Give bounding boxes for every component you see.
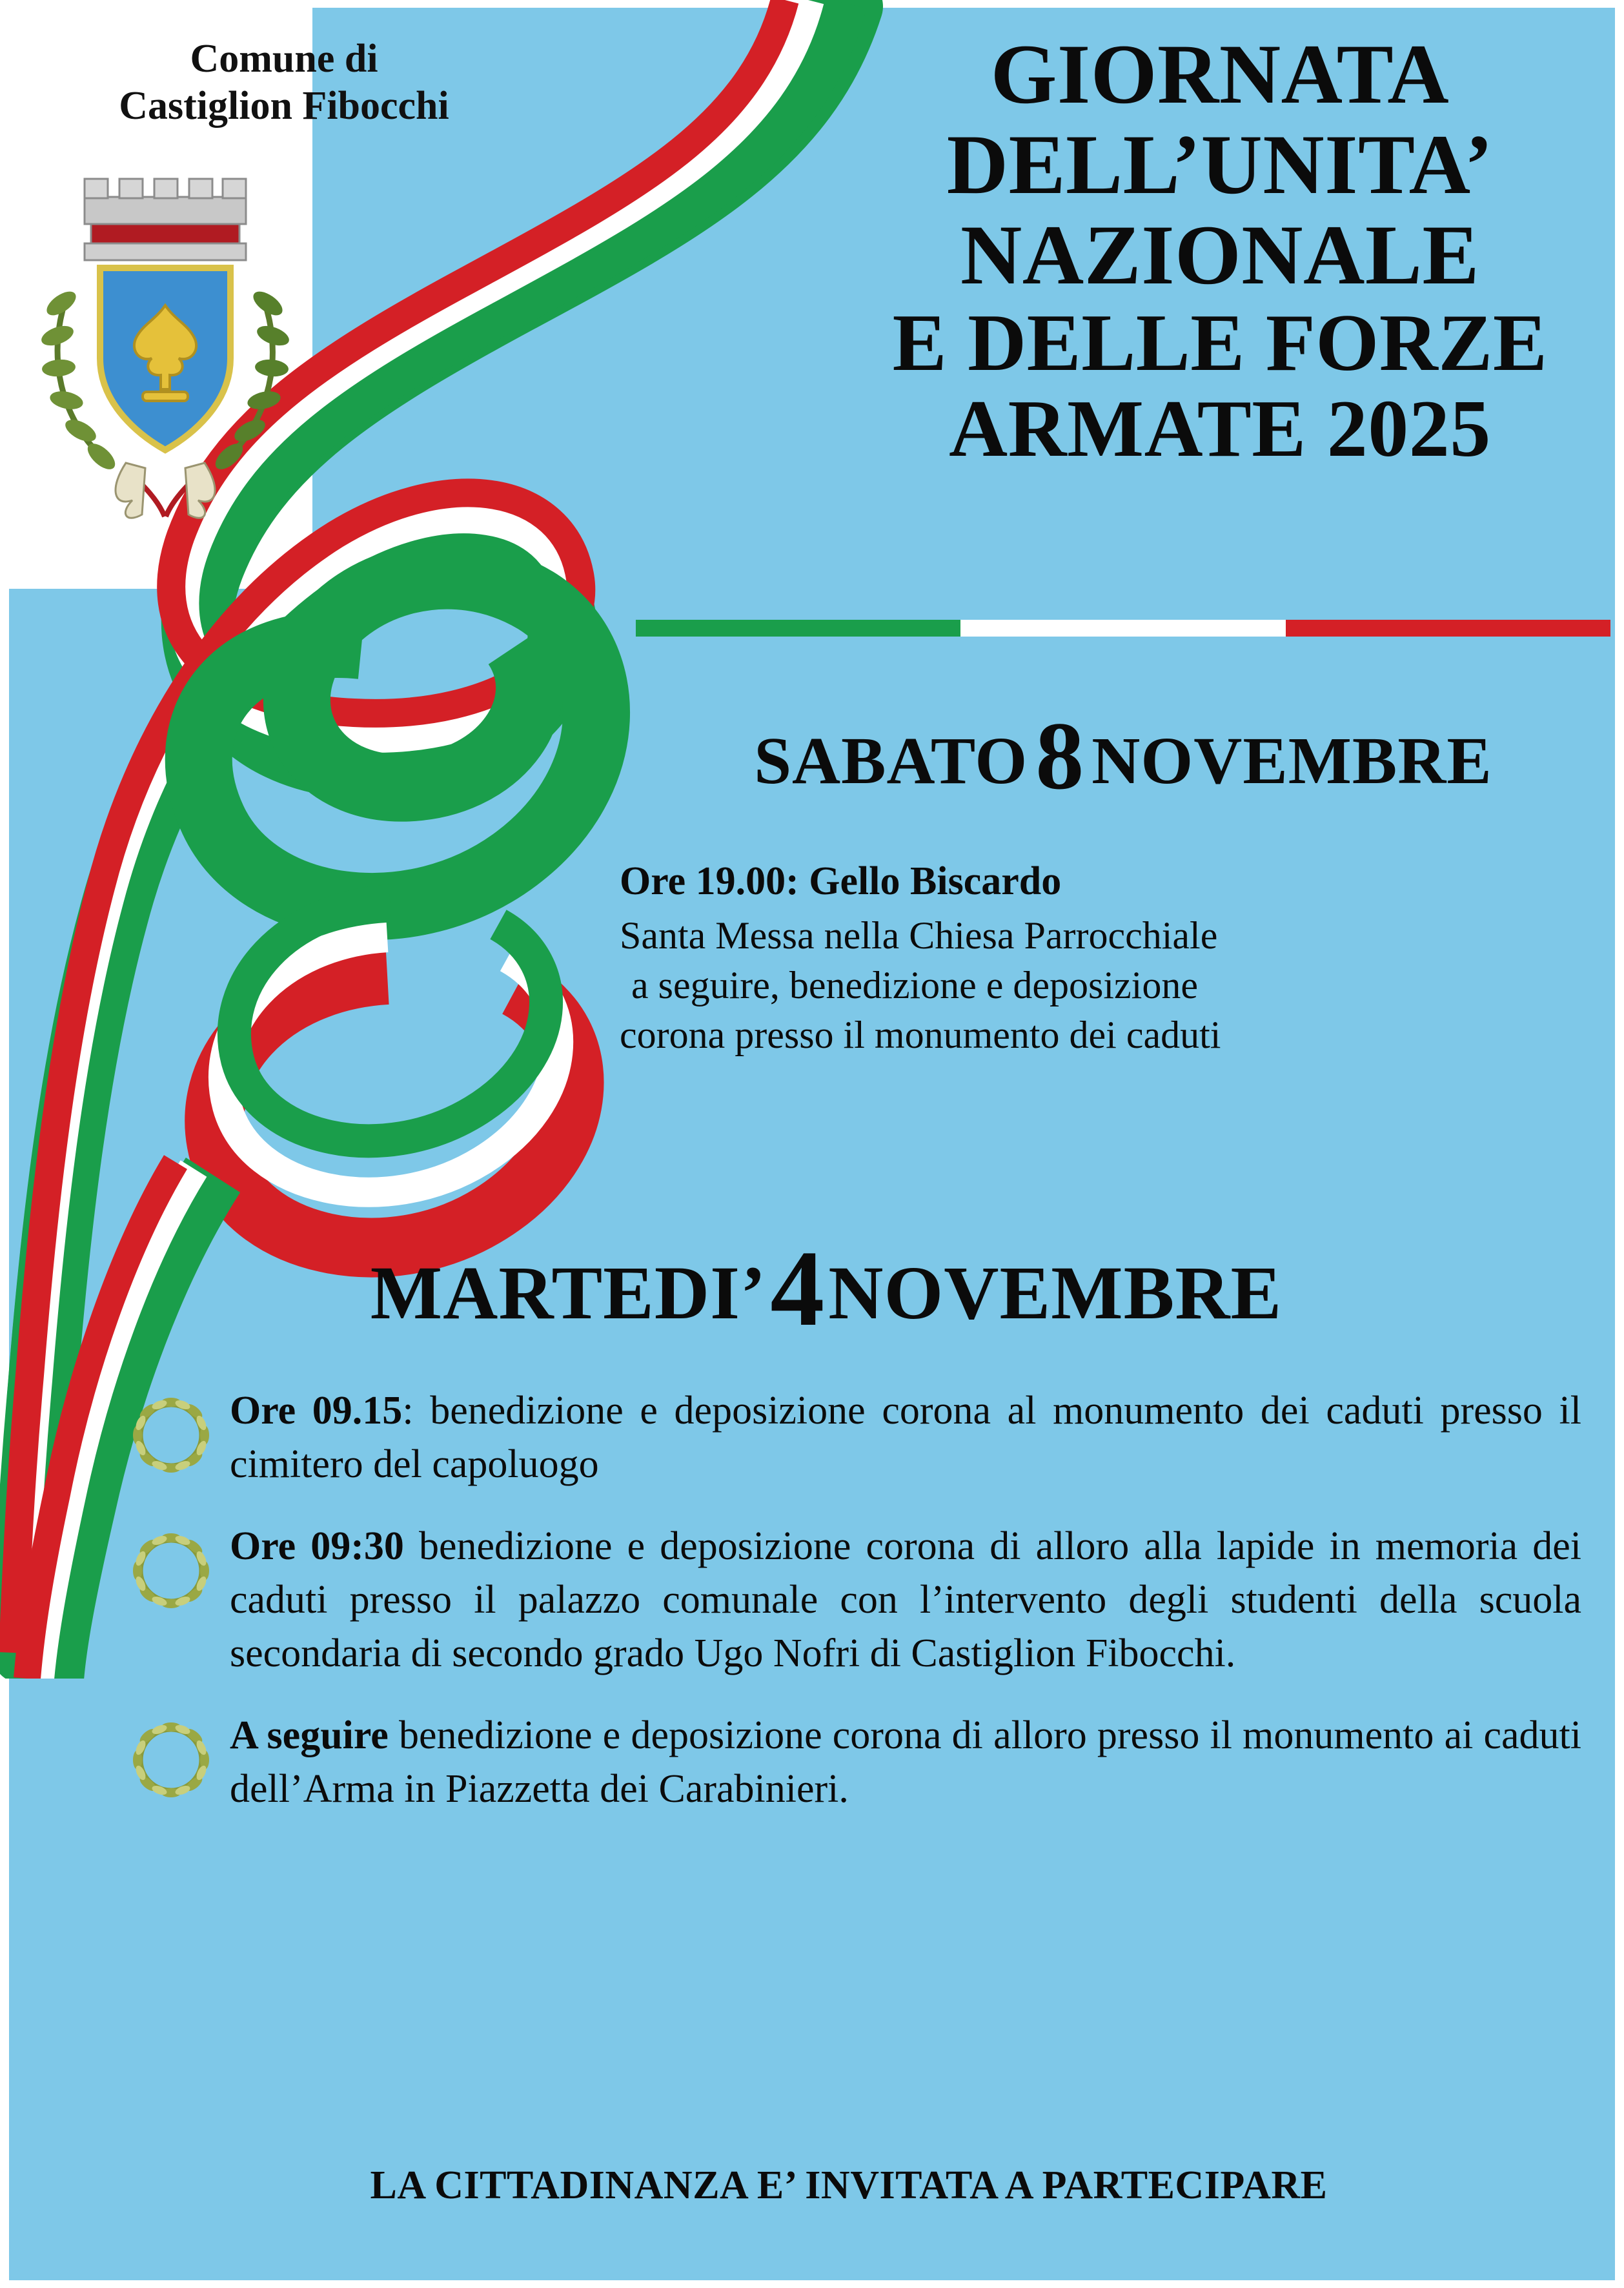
tricolor-red (1286, 620, 1610, 637)
title-line-2: DELL’UNITA’ (946, 116, 1494, 212)
comune-heading (39, 36, 529, 130)
list-item (116, 1382, 1581, 1491)
program-item-bold: Ore 09.15 (230, 1389, 403, 1433)
saturday-month: NOVEMBRE (1091, 724, 1492, 798)
program-item-bold: Ore 09:30 (230, 1524, 404, 1569)
laurel-wreath-icon (116, 1711, 226, 1808)
laurel-wreath-icon (116, 1522, 226, 1619)
tricolor-green (636, 620, 960, 637)
page-edge-top (0, 0, 1624, 8)
program-item-text (230, 1382, 1581, 1491)
saturday-day: 8 (1035, 702, 1084, 810)
tuesday-prefix: MARTEDI’ (370, 1251, 767, 1335)
tricolor-white (960, 620, 1285, 637)
evening-line-1: Santa Messa nella Chiesa Parrocchiale (620, 914, 1218, 957)
tuesday-day: 4 (770, 1229, 825, 1349)
page-edge-bottom (0, 2280, 1624, 2288)
date-tuesday (148, 1227, 1504, 1351)
page-title (839, 26, 1601, 475)
title-line-5: ARMATE 2025 (949, 384, 1491, 475)
title-line-4: E DELLE FORZE (892, 298, 1548, 388)
program-item-bold: A seguire (230, 1713, 389, 1758)
date-saturday (633, 700, 1614, 812)
evening-line-3: corona presso il monumento dei caduti (620, 1013, 1221, 1056)
comune-line-2: Castiglion Fibocchi (119, 84, 449, 128)
program-list (116, 1382, 1581, 1843)
program-item-body: : benedizione e deposizione corona al monumento dei caduti presso il cimitero del capoluogo (230, 1389, 1581, 1487)
program-item-text (230, 1706, 1581, 1816)
evening-line-2: a seguire, benedizione e deposizione (631, 963, 1198, 1006)
coat-of-arms-icon (29, 165, 300, 526)
closing-statement: LA CITTADINANZA E’ INVITATA A PARTECIPARE (370, 2163, 1328, 2207)
page-edge-left (0, 0, 9, 2288)
list-item (116, 1706, 1581, 1816)
evening-program (620, 859, 1575, 1059)
program-item-body: benedizione e deposizione corona di alloro presso il monumento ai caduti dell’Arma in Piazzetta dei Carabinieri. (230, 1713, 1581, 1812)
tuesday-month: NOVEMBRE (828, 1251, 1283, 1335)
tricolor-divider (636, 620, 1610, 637)
title-line-3: NAZIONALE (960, 207, 1479, 302)
evening-heading: Ore 19.00: Gello Biscardo (620, 859, 1062, 903)
saturday-prefix: SABATO (754, 724, 1028, 798)
comune-line-1: Comune di (190, 37, 378, 81)
program-item-body: benedizione e deposizione corona di alloro alla lapide in memoria dei caduti presso il palazzo comunale con l’intervento degli studenti della scuola secondaria di secondo grado Ugo Nofri di Castiglion Fibocchi. (230, 1524, 1581, 1676)
program-item-text (230, 1517, 1581, 1680)
list-item (116, 1517, 1581, 1680)
title-line-1: GIORNATA (990, 26, 1450, 121)
page-edge-right (1615, 0, 1624, 2288)
laurel-wreath-icon (116, 1387, 226, 1484)
